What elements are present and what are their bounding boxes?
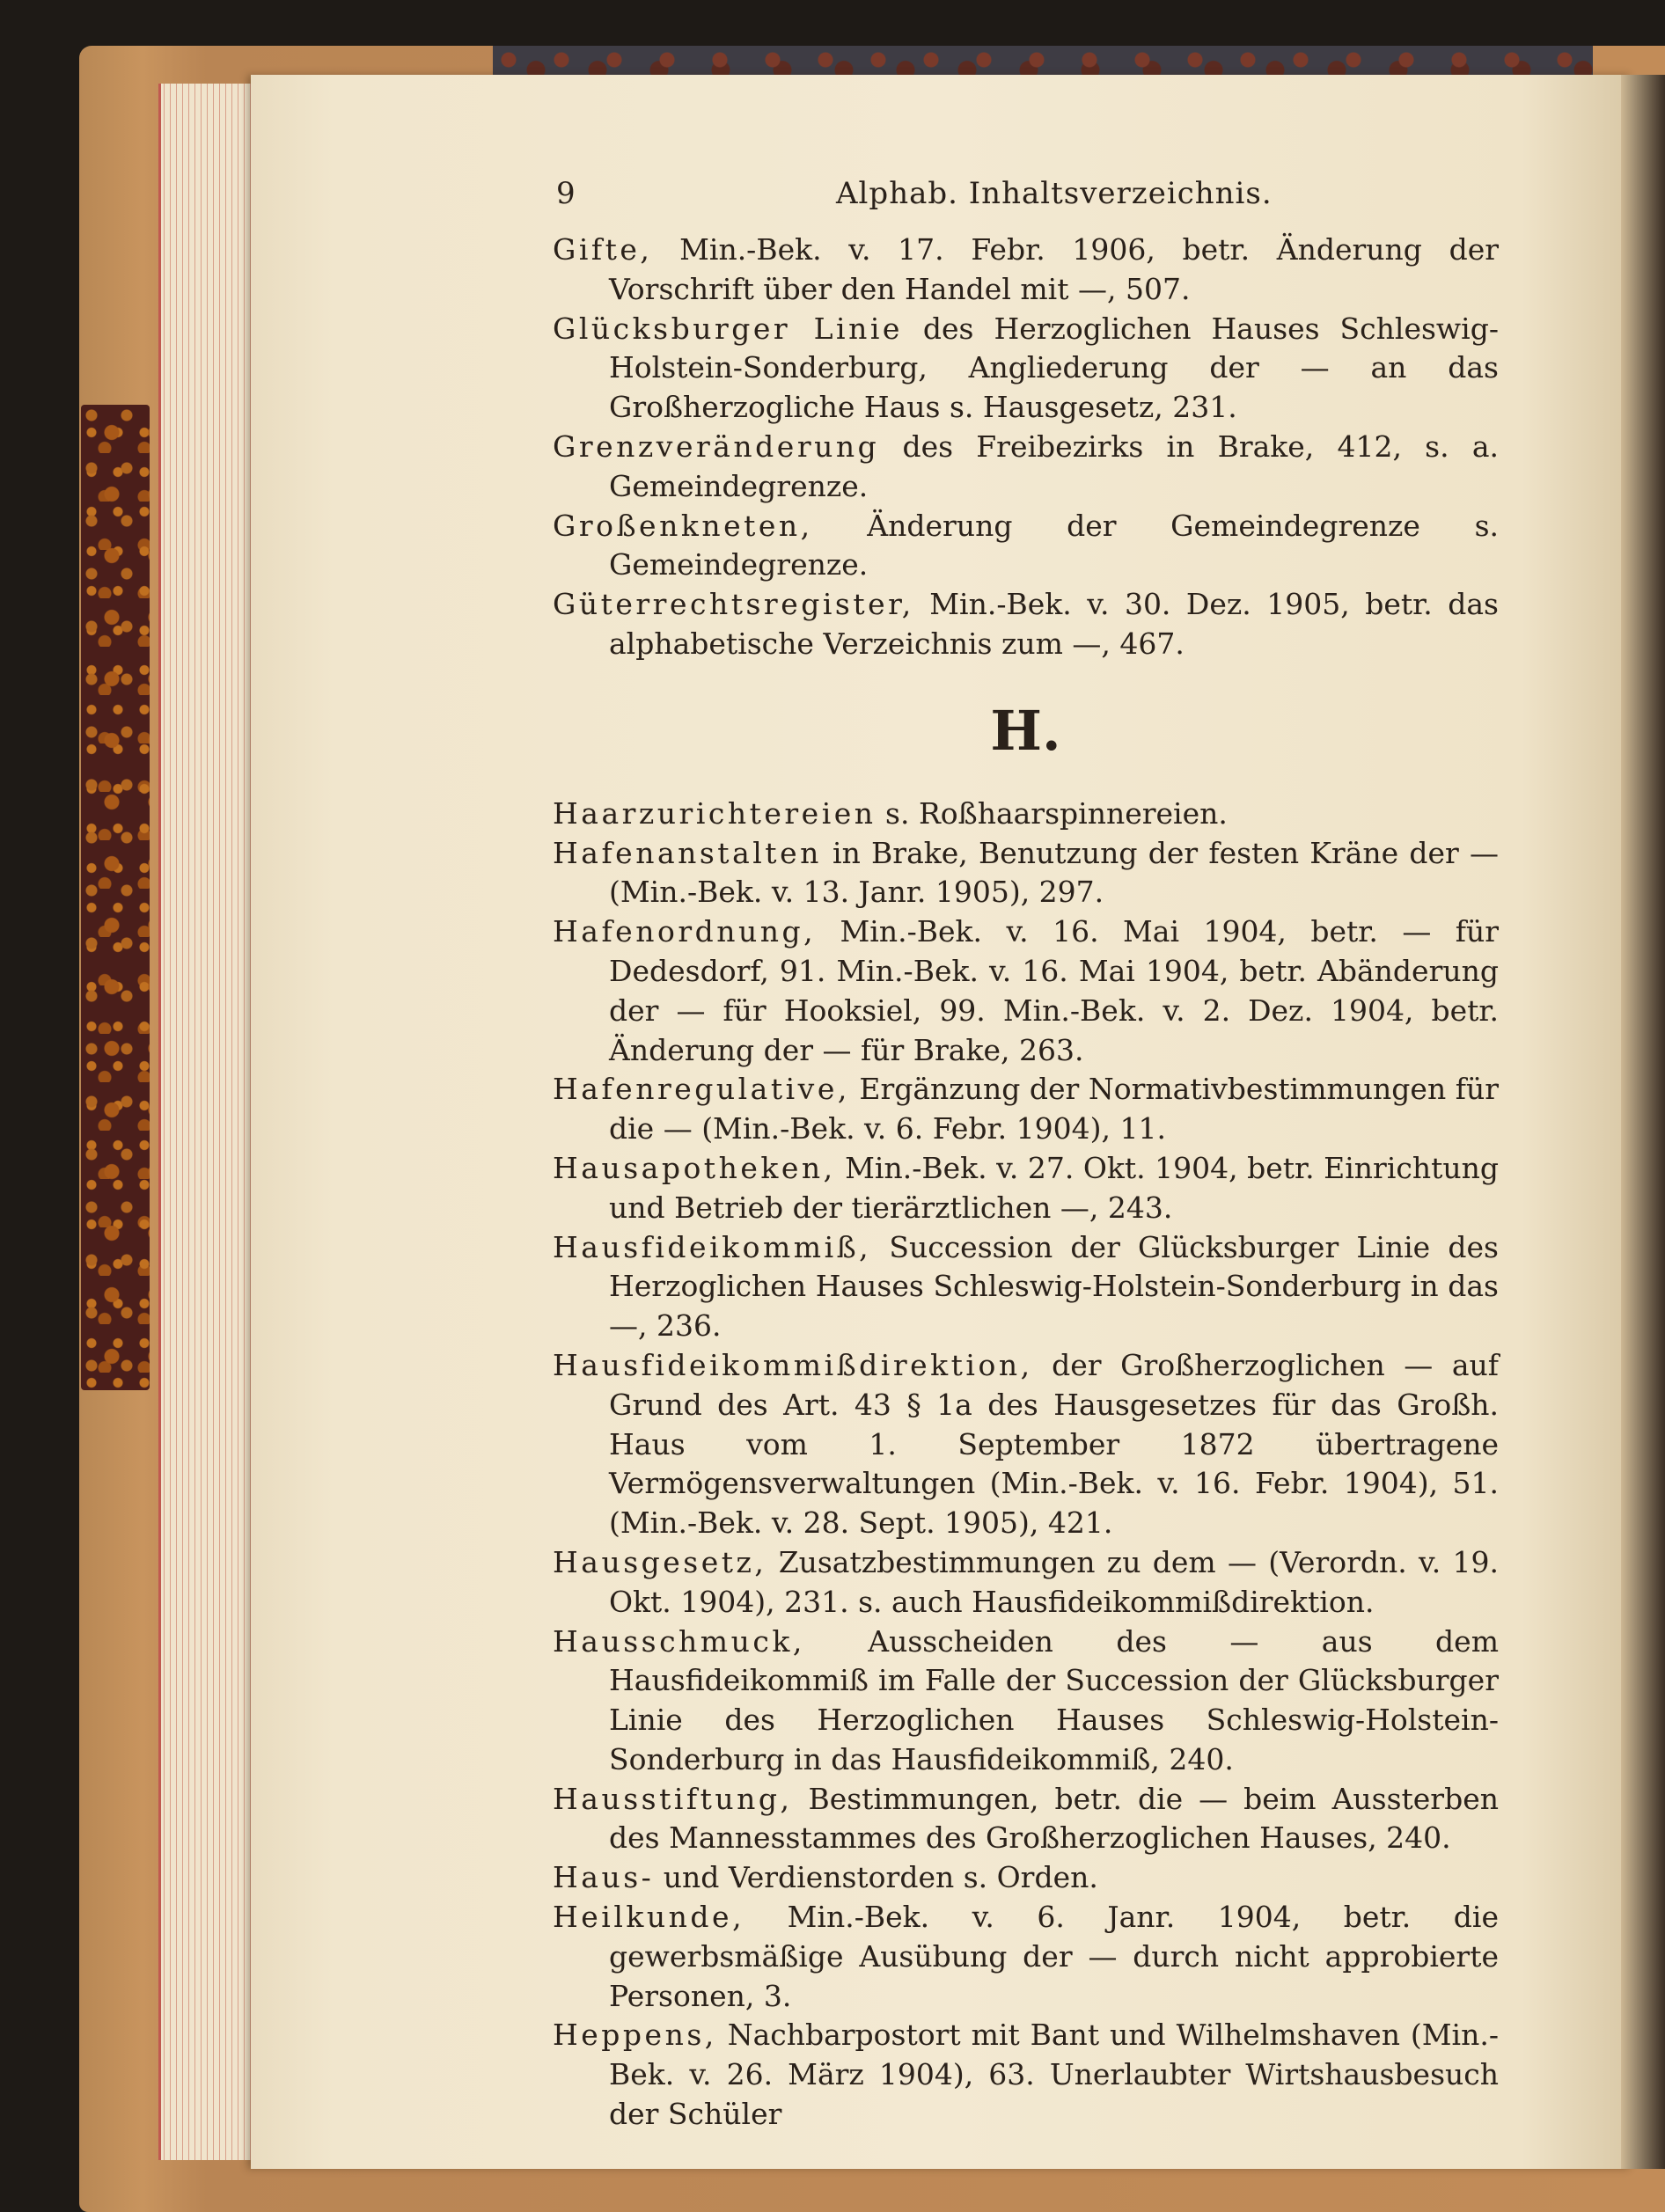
index-entry: Haarzurichtereien s. Roßhaarspinnereien. bbox=[553, 795, 1228, 831]
index-entry: Heppens, Nachbarpostort mit Bant und Wilhelmshaven (Min.-Bek. v. 26. März 1904), 63. Unerlaubter Wirtshausbesuch der Schüler bbox=[553, 2018, 1499, 2132]
index-entry: Hausstiftung, Bestimmungen, betr. die — beim Aussterben des Mannesstammes des Großherzoglichen Hauses, 240. bbox=[553, 1781, 1499, 1856]
index-entry: Hafenanstalten in Brake, Benutzung der festen Kräne der — (Min.-Bek. v. 13. Janr. 1905), 297. bbox=[553, 835, 1499, 910]
index-entry: Güterrechtsregister, Min.-Bek. v. 30. Dez. 1905, betr. das alphabetische Verzeichnis zum —, 467. bbox=[553, 587, 1499, 661]
entries-h bbox=[553, 795, 1499, 2135]
section-letter: H. bbox=[990, 698, 1061, 763]
page-number: 9 bbox=[556, 176, 576, 211]
index-entry: Hausschmuck, Ausscheiden des — aus dem Hausfideikommiß im Falle der Succession der Glücksburger Linie des Herzoglichen Hauses Schleswig-Holstein-Sonderburg in das Hausfideikommiß, 240. bbox=[553, 1623, 1499, 1776]
page-text bbox=[553, 176, 1499, 2135]
marbled-board-spine bbox=[81, 405, 150, 1390]
index-entry: Hafenordnung, Min.-Bek. v. 16. Mai 1904, betr. — für Dedesdorf, 91. Min.-Bek. v. 16. Mai 1904, betr. Abänderung der — für Hooksiel, 99. Min.-Bek. v. 2. Dez. 1904, betr. Änderung der — für Brake, 263. bbox=[553, 914, 1499, 1067]
index-entry: Gifte, Min.-Bek. v. 17. Febr. 1906, betr. Änderung der Vorschrift über den Handel mit —, 507. bbox=[553, 232, 1499, 306]
index-entry: Hausgesetz, Zusatzbestimmungen zu dem — (Verordn. v. 19. Okt. 1904), 231. s. auch Hausfideikommißdirektion. bbox=[553, 1544, 1499, 1619]
running-title: Alphab. Inhaltsverzeichnis. bbox=[836, 176, 1273, 211]
page-gutter-shadow bbox=[1621, 75, 1665, 2169]
entries-g bbox=[553, 231, 1499, 664]
index-entry: Haus- und Verdienstorden s. Orden. bbox=[553, 1860, 1098, 1895]
index-entry: Hausfideikommißdirektion, der Großherzoglichen — auf Grund des Art. 43 § 1a des Hausgesetzes für das Großh. Haus vom 1. September 1872 übertragene Vermögensverwaltungen (Min.-Bek. v. 16. Febr. 1904), 51. (Min.-Bek. v. 28. Sept. 1905), 421. bbox=[553, 1347, 1499, 1541]
index-entry: Glücksburger Linie des Herzoglichen Hauses Schleswig-Holstein-Sonderburg, Angliederung der — an das Großherzogliche Haus s. Hausgesetz, 231. bbox=[553, 311, 1499, 425]
index-entry: Hausfideikommiß, Succession der Glücksburger Linie des Herzoglichen Hauses Schleswig-Holstein-Sonderburg in das —, 236. bbox=[553, 1229, 1499, 1344]
page-header bbox=[553, 176, 1499, 225]
index-entry: Heilkunde, Min.-Bek. v. 6. Janr. 1904, betr. die gewerbsmäßige Ausübung der — durch nicht approbierte Personen, 3. bbox=[553, 1900, 1499, 2013]
index-entry: Hafenregulative, Ergänzung der Normativbestimmungen für die — (Min.-Bek. v. 6. Febr. 1904), 11. bbox=[553, 1072, 1499, 1146]
index-entry: Großenkneten, Änderung der Gemeindegrenze s. Gemeindegrenze. bbox=[553, 508, 1499, 582]
index-entry: Hausapotheken, Min.-Bek. v. 27. Okt. 1904, betr. Einrichtung und Betrieb der tierärztlichen —, 243. bbox=[553, 1150, 1499, 1225]
index-entry: Grenzveränderung des Freibezirks in Brake, 412, s. a. Gemeindegrenze. bbox=[553, 428, 1499, 503]
